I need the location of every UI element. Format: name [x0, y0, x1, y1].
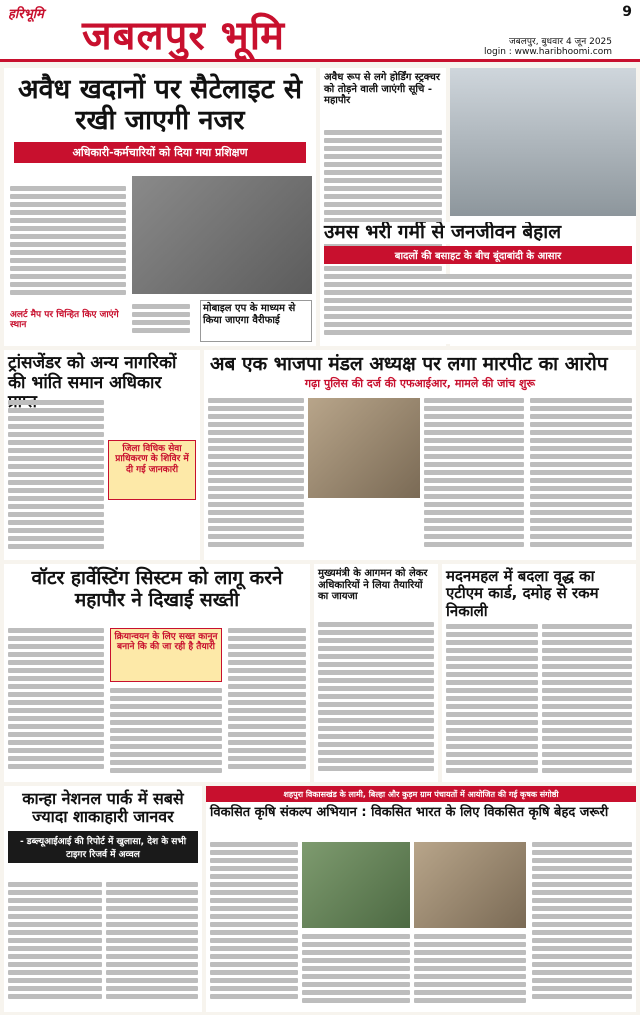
atm-headline: मदनमहल में बदला वृद्ध का एटीएम कार्ड, दमोह से रकम निकाली	[446, 567, 599, 620]
krishi-photo-1	[302, 842, 410, 928]
heat-headline: उमस भरी गर्मी से जनजीवन बेहाल	[320, 222, 636, 244]
heat-ribbon: बादलों की बसाहट के बीच बूंदाबांदी के आसार	[324, 246, 632, 264]
cm-headline: मुख्यमंत्री के आगमन को लेकर अधिकारियों ने लिया तैयारियों का जायजा	[318, 568, 428, 602]
water-callout	[110, 628, 222, 682]
masthead	[0, 0, 640, 62]
paper-title: जबलपुर भूमि	[82, 13, 286, 59]
kanha-story	[4, 786, 202, 1012]
lead-body-text	[10, 186, 126, 308]
krishi-body-text-2	[302, 934, 410, 1008]
water-story	[4, 564, 310, 782]
transgender-headline: ट्रांसजेंडर को अन्य नागरिकों की भांति समान अधिकार	[8, 353, 177, 393]
transgender-callout	[108, 440, 196, 500]
bjp-body-text-1	[208, 398, 304, 556]
lead-photo-callout	[200, 300, 312, 342]
kanha-headline: कान्हा नेशनल पार्क में सबसे ज्यादा शाकाहारी जानवर	[22, 789, 184, 827]
heat-headline-block	[320, 222, 636, 346]
lead-photo	[132, 176, 312, 294]
krishi-headline: विकसित कृषि संकल्प अभियान : विकसित भारत के लिए विकसित कृषि बेहद जरूरी	[210, 805, 609, 820]
kanha-ribbon: - डब्ल्यूआईआई की रिपोर्ट में खुलासा, देश के सभी टाइगर रिजर्व में अव्वल	[8, 831, 198, 863]
krishi-body-text-4	[532, 842, 632, 1008]
bjp-story	[204, 350, 636, 560]
kanha-body-text	[8, 882, 102, 1008]
krishi-body-text-3	[414, 934, 526, 1008]
water-body-text-3	[228, 628, 306, 778]
atm-body-text-2	[542, 624, 632, 778]
krishi-photo-2	[414, 842, 526, 928]
lead-headline: अवैध खदानों पर सैटेलाइट से रखी जाएगी नजर	[18, 74, 302, 137]
transgender-story	[4, 350, 200, 560]
cm-story	[314, 564, 438, 782]
atm-story	[442, 564, 636, 782]
water-headline: वॉटर हार्वेस्टिंग सिस्टम को लागू करने महापौर ने दिखाई सख्ती	[31, 567, 283, 611]
lead-ribbon: अधिकारी-कर्मचारियों को दिया गया प्रशिक्षण	[14, 142, 306, 163]
brand-logo: हरिभूमि	[8, 7, 44, 22]
dateline	[484, 34, 612, 57]
bjp-photo	[308, 398, 420, 498]
lead-body-text-2	[132, 304, 190, 342]
date: जबलपुर, बुधवार 4 जून 2025	[508, 37, 612, 47]
bjp-body-text-3	[530, 398, 632, 556]
krishi-body-text	[210, 842, 298, 1008]
hoarding-headline: अवैध रूप से लगे होर्डिंग स्ट्रक्चर को तोड़ने वाली जाएंगी सूचि - महापौर	[324, 72, 440, 106]
kanha-body-text-2	[106, 882, 198, 1008]
lead-photo-caption: मोबाइल एप के माध्यम से किया जाएगा वैरीफाई	[203, 303, 296, 326]
cm-body-text	[318, 622, 434, 778]
bjp-headline: अब एक भाजपा मंडल अध्यक्ष पर लगा मारपीट का आरोप	[210, 353, 608, 375]
atm-body-text	[446, 624, 538, 778]
krishi-story	[206, 802, 636, 1012]
site-link[interactable]: login : www.haribhoomi.com	[484, 47, 612, 57]
water-body-text	[8, 628, 104, 778]
bjp-ribbon: गढ़ा पुलिस की दर्ज की एफआईआर, मामले की जांच शुरू	[304, 376, 536, 390]
transgender-callout-text: जिला विधिक सेवा प्राधिकरण के शिविर में दी गई जानकारी	[115, 444, 189, 475]
water-callout-text: क्रियान्वयन के लिए सख्त कानून बनाने कि की जा रही है तैयारी	[114, 632, 218, 653]
page-number: 9	[622, 4, 632, 20]
bjp-body-text-2	[424, 398, 524, 556]
heat-photo	[450, 68, 636, 216]
heat-body-text	[324, 274, 632, 344]
lead-story	[4, 68, 316, 346]
transgender-body-text	[8, 400, 104, 556]
water-body-text-2	[110, 688, 222, 778]
krishi-banner: शहपुरा विकासखंड के लामी, बिल्हा और कुड़म ग्राम पंचायतों में आयोजित की गई कृषक संगोष्ठी	[206, 786, 636, 803]
lead-side-head: अलर्ट मैप पर चिन्हित किए जाएंगे स्थान	[10, 310, 119, 331]
